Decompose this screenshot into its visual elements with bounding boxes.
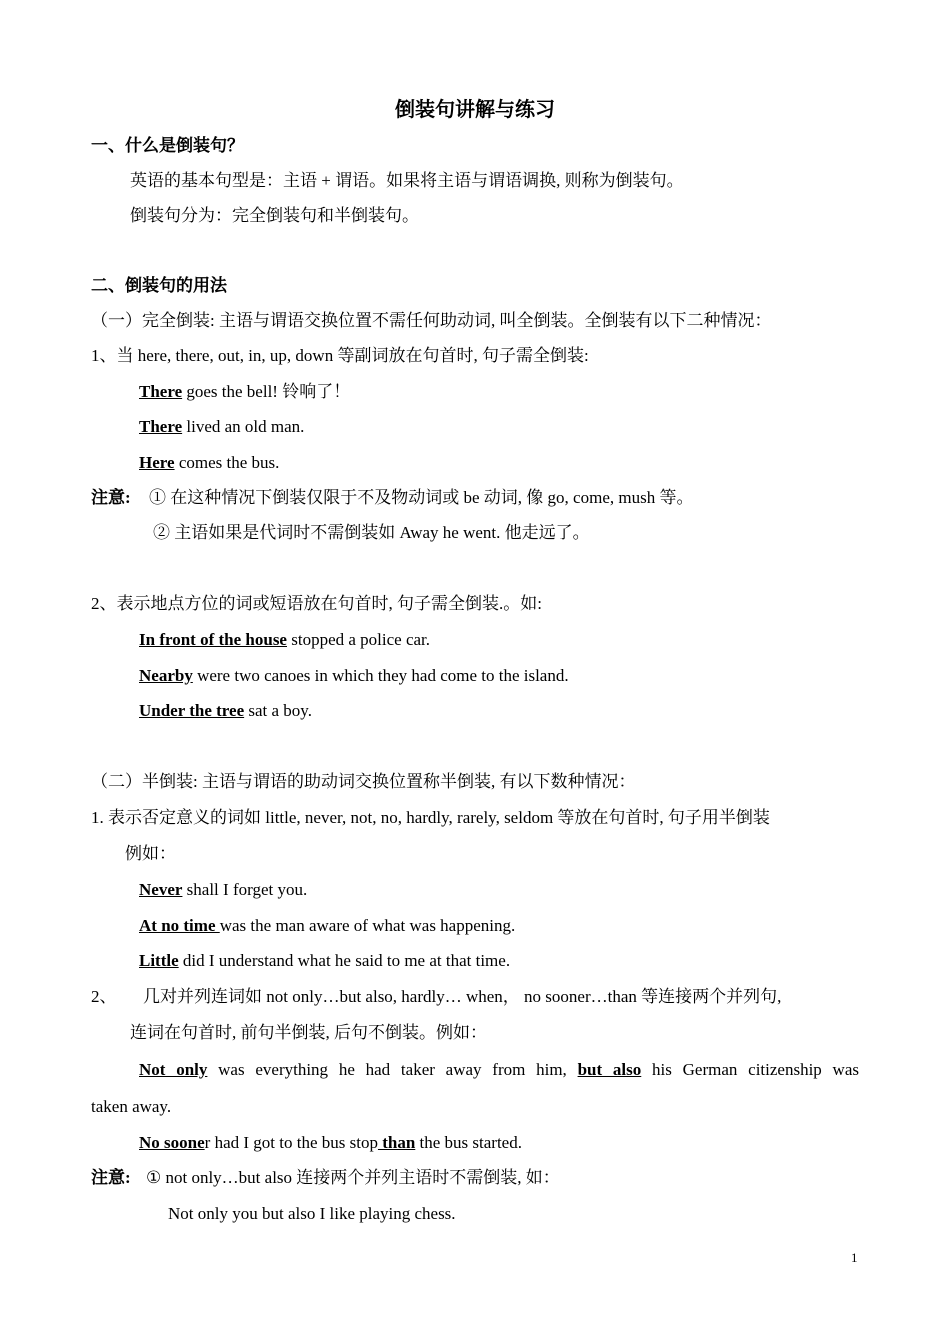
example-text: was the man aware of what was happening. xyxy=(219,916,516,935)
example-keyword: Under the tree xyxy=(139,701,245,720)
half-inversion-intro: （二）半倒装: 主语与谓语的助动词交换位置称半倒装, 有以下数种情况： xyxy=(91,772,636,791)
example-text: shall I forget you. xyxy=(182,880,308,899)
example-text: sat a boy. xyxy=(244,701,312,720)
example-sentence xyxy=(139,415,304,439)
section-2-heading: 二、倒装句的用法 xyxy=(91,276,227,295)
note-item-2: ② 主语如果是代词时不需倒装如 Away he went. 他走远了。 xyxy=(153,523,590,542)
note-item-1: ① 在这种情况下倒装仅限于不及物动词或 be 动词, 像 go, come, mush 等。 xyxy=(149,488,694,507)
full-inversion-rule-2: 2、表示地点方位的词或短语放在句首时, 句子需全倒装.。如: xyxy=(91,594,542,613)
example-keyword: There xyxy=(139,417,183,436)
section-1-paragraph-1: 英语的基本句型是：主语 + 谓语。如果将主语与谓语调换, 则称为倒装句。 xyxy=(130,171,684,190)
example-keyword: No soone xyxy=(139,1133,205,1152)
example-text: comes the bus. xyxy=(174,453,280,472)
document-title: 倒装句讲解与练习 xyxy=(395,99,555,121)
section-1-paragraph-2: 倒装句分为：完全倒装句和半倒装句。 xyxy=(130,206,419,225)
example-sentence xyxy=(139,1131,522,1155)
example-text: his German citizenship was xyxy=(641,1060,859,1079)
example-sentence xyxy=(139,380,350,404)
example-text: did I understand what he said to me at that time. xyxy=(178,951,511,970)
example-keyword: than xyxy=(377,1133,416,1152)
full-inversion-rule-1: 1、当 here, there, out, in, up, down 等副词放在句首时, 句子需全倒装: xyxy=(91,346,589,365)
example-text: lived an old man. xyxy=(182,417,305,436)
section-1-heading: 一、什么是倒装句？ xyxy=(91,136,244,155)
note-item-1: ① not only…but also 连接两个并列主语时不需倒装, 如： xyxy=(146,1168,560,1187)
example-sentence xyxy=(139,664,569,688)
half-inversion-rule-1-continued: 例如： xyxy=(125,844,176,863)
note-label: 注意: xyxy=(91,1168,131,1187)
example-text: r had I got to the bus stop xyxy=(204,1133,378,1152)
note-example: Not only you but also I like playing chess. xyxy=(168,1204,456,1223)
half-inversion-rule-2-continued: 连词在句首时, 前句半倒装, 后句不倒装。例如： xyxy=(130,1023,487,1042)
example-sentence xyxy=(139,914,515,938)
example-sentence xyxy=(139,878,307,902)
example-keyword: At no time xyxy=(139,916,220,935)
example-text: was everything he had taker away from him, xyxy=(207,1060,578,1079)
example-sentence xyxy=(139,1058,859,1082)
example-keyword: Not only xyxy=(139,1060,208,1079)
example-keyword: Nearby xyxy=(139,666,193,685)
example-sentence-continued: taken away. xyxy=(91,1097,172,1116)
example-keyword: Here xyxy=(139,453,175,472)
example-sentence xyxy=(139,451,279,475)
example-keyword: Never xyxy=(139,880,183,899)
note-label: 注意: xyxy=(91,488,131,507)
full-inversion-intro: （一）完全倒装: 主语与谓语交换位置不需任何助动词, 叫全倒装。全倒装有以下二种情况： xyxy=(91,311,772,330)
example-sentence xyxy=(139,628,430,652)
half-inversion-rule-1: 1. 表示否定意义的词如 little, never, not, no, hardly, rarely, seldom 等放在句首时, 句子用半倒装 xyxy=(91,808,770,827)
example-keyword: There xyxy=(139,382,183,401)
example-keyword: but also xyxy=(577,1060,642,1079)
example-sentence xyxy=(139,949,510,973)
example-text: the bus started. xyxy=(415,1133,522,1152)
half-inversion-rule-2-number: 2、 xyxy=(91,987,117,1006)
example-text: were two canoes in which they had come to the island. xyxy=(192,666,569,685)
example-text: stopped a police car. xyxy=(286,630,431,649)
example-keyword: In front of the house xyxy=(139,630,287,649)
example-text: goes the bell! 铃响了！ xyxy=(182,382,351,401)
example-keyword: Little xyxy=(139,951,179,970)
page-number: 1 xyxy=(851,1250,858,1265)
half-inversion-rule-2: 几对并列连词如 not only…but also, hardly… when， no sooner…than 等连接两个并列句, xyxy=(143,987,782,1006)
example-sentence xyxy=(139,699,312,723)
